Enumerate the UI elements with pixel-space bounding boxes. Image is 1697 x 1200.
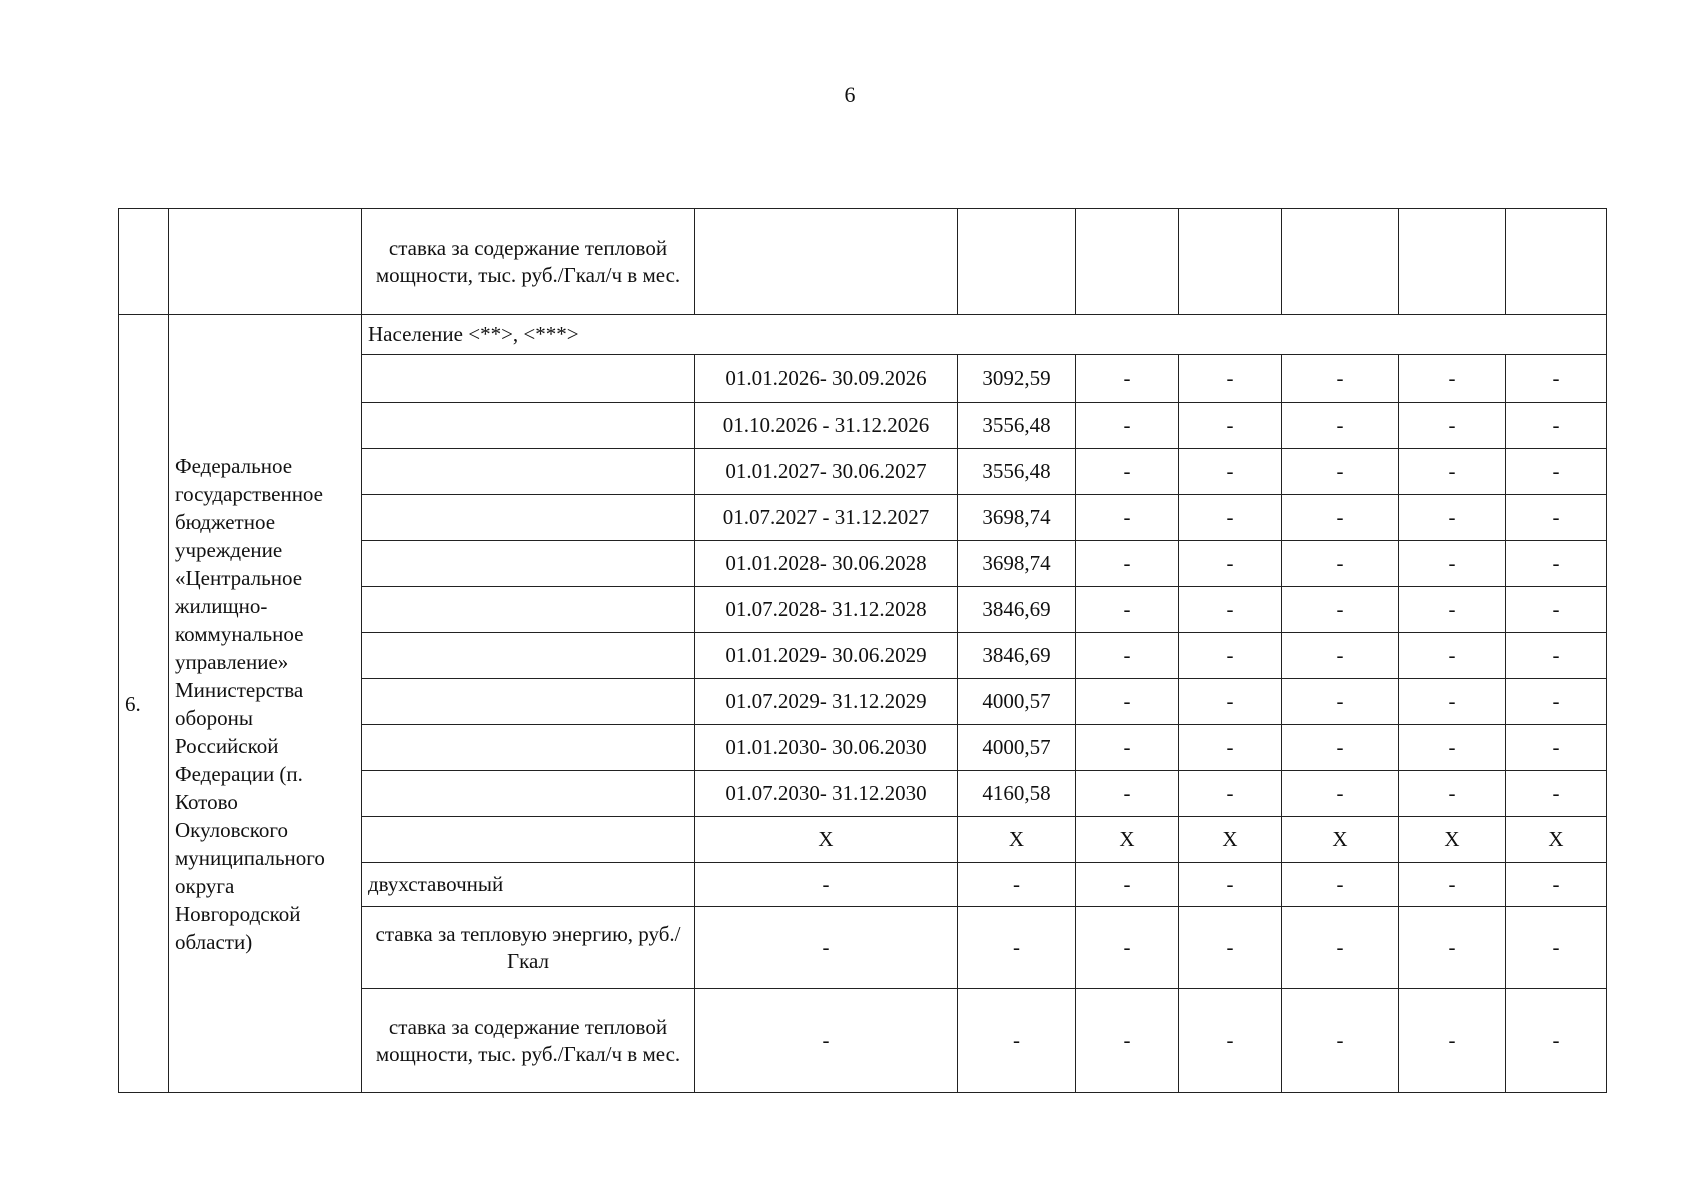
value-cell: 3092,59 <box>958 355 1076 403</box>
value-cell: 3556,48 <box>958 449 1076 495</box>
table-row: 01.07.2027 - 31.12.2027 3698,74 - - - - - <box>119 495 1607 541</box>
heat-rate-label: ставка за тепловую энергию, руб./Гкал <box>362 907 695 989</box>
table-row: 01.10.2026 - 31.12.2026 3556,48 - - - - - <box>119 403 1607 449</box>
value-cell: 3846,69 <box>958 633 1076 679</box>
continuation-row <box>119 209 1607 315</box>
value-cell: 4160,58 <box>958 771 1076 817</box>
table-row: 01.07.2029- 31.12.2029 4000,57 - - - - - <box>119 679 1607 725</box>
period-cell: 01.10.2026 - 31.12.2026 <box>695 403 958 449</box>
period-cell: 01.01.2028- 30.06.2028 <box>695 541 958 587</box>
period-cell: 01.07.2028- 31.12.2028 <box>695 587 958 633</box>
group-header-row <box>119 315 1607 355</box>
value-cell: 3846,69 <box>958 587 1076 633</box>
period-cell: 01.07.2029- 31.12.2029 <box>695 679 958 725</box>
table-row: 01.01.2029- 30.06.2029 3846,69 - - - - - <box>119 633 1607 679</box>
two-part-row: двухставочный - - - - - - - <box>119 863 1607 907</box>
table-row: 01.07.2028- 31.12.2028 3846,69 - - - - - <box>119 587 1607 633</box>
tariff-table <box>118 208 1607 1093</box>
period-cell: 01.01.2026- 30.09.2026 <box>695 355 958 403</box>
period-cell: 01.01.2030- 30.06.2030 <box>695 725 958 771</box>
num-cell-empty <box>119 209 169 315</box>
heat-rate-row: ставка за тепловую энергию, руб./Гкал - - - - - - - <box>119 907 1607 989</box>
period-cell: 01.07.2030- 31.12.2030 <box>695 771 958 817</box>
entity-name: Федеральное государственное бюджетное учреждение «Центральное жилищно-коммунальное управление» Министерства обороны Российской Федерации (п. Котово Окуловского муниципального округа Новгородской области) <box>169 315 362 1093</box>
value-cell: 3698,74 <box>958 495 1076 541</box>
table-row: 01.01.2027- 30.06.2027 3556,48 - - - - - <box>119 449 1607 495</box>
table-row: 01.01.2028- 30.06.2028 3698,74 - - - - - <box>119 541 1607 587</box>
table-row: 01.07.2030- 31.12.2030 4160,58 - - - - - <box>119 771 1607 817</box>
value-cell: 3698,74 <box>958 541 1076 587</box>
period-cell: 01.01.2027- 30.06.2027 <box>695 449 958 495</box>
value-cell: 4000,57 <box>958 679 1076 725</box>
capacity-rate-label: ставка за содержание тепловой мощности, тыс. руб./Гкал/ч в мес. <box>362 989 695 1093</box>
page-number: 6 <box>844 82 856 107</box>
table-row: 01.01.2030- 30.06.2030 4000,57 - - - - - <box>119 725 1607 771</box>
two-part-label: двухставочный <box>362 863 695 907</box>
org-cell-empty <box>169 209 362 315</box>
table-row: 01.01.2026- 30.09.2026 3092,59 - - - - - <box>119 355 1607 403</box>
capacity-rate-label: ставка за содержание тепловой мощности, тыс. руб./Гкал/ч в мес. <box>362 209 695 315</box>
value-cell: 4000,57 <box>958 725 1076 771</box>
period-cell: 01.07.2027 - 31.12.2027 <box>695 495 958 541</box>
period-cell: 01.01.2029- 30.06.2029 <box>695 633 958 679</box>
group-header: Население <**>, <***> <box>362 315 1607 355</box>
x-row: X X X X X X X <box>119 817 1607 863</box>
capacity-rate-row: ставка за содержание тепловой мощности, тыс. руб./Гкал/ч в мес. - - - - - - - <box>119 989 1607 1093</box>
value-cell: 3556,48 <box>958 403 1076 449</box>
entity-number: 6. <box>119 315 169 1093</box>
